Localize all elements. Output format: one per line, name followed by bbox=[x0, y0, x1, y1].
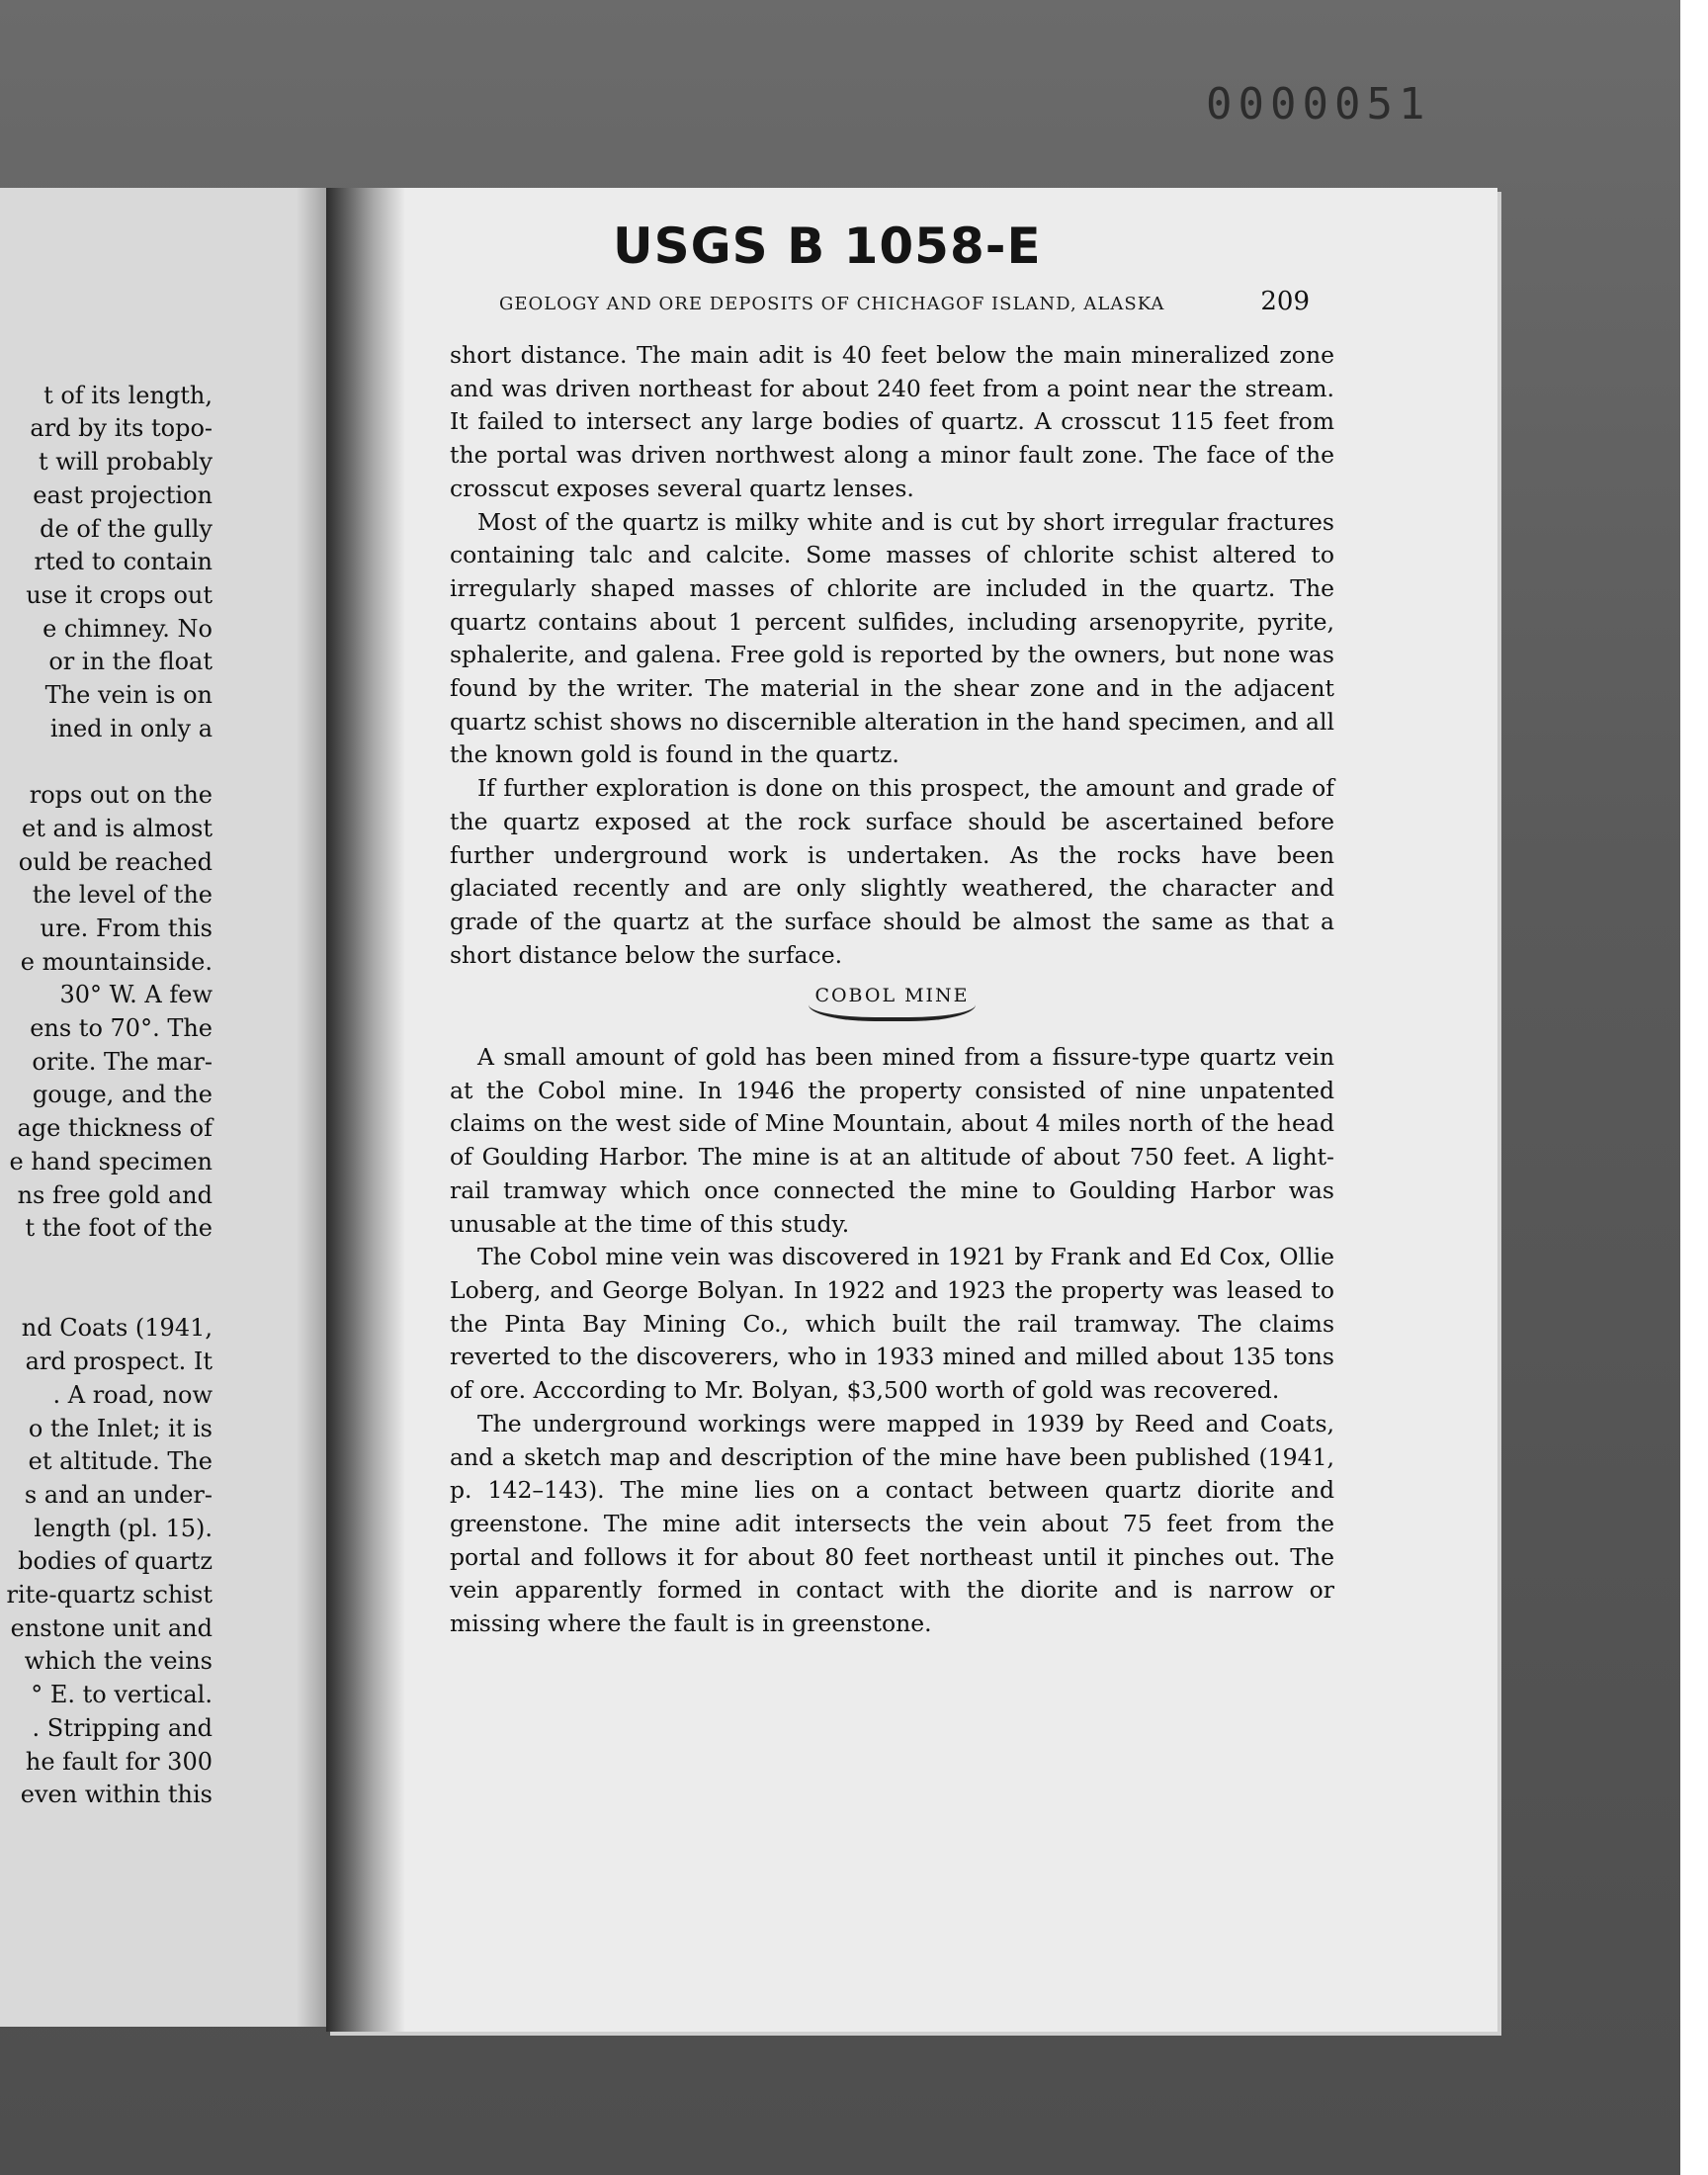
left-line bbox=[0, 1279, 213, 1313]
left-line: ard by its topo- bbox=[30, 414, 213, 443]
binding-shadow bbox=[326, 188, 405, 2032]
left-line: ° E. to vertical. bbox=[31, 1681, 213, 1709]
right-page bbox=[326, 188, 1497, 2032]
left-line: e hand specimen bbox=[9, 1147, 213, 1175]
left-line: orite. The mar- bbox=[32, 1047, 213, 1076]
left-line bbox=[0, 346, 213, 380]
left-line: ould be reached bbox=[18, 847, 213, 876]
left-line: o the Inlet; it is bbox=[28, 1414, 213, 1442]
left-line: . A road, now bbox=[52, 1380, 213, 1409]
left-line bbox=[0, 745, 213, 779]
running-title: GEOLOGY AND ORE DEPOSITS OF CHICHAGOF ISLAND, ALASKA bbox=[499, 294, 1165, 314]
scan-stamp-number: 0000051 bbox=[1206, 79, 1431, 130]
left-line: e chimney. No bbox=[43, 614, 213, 643]
left-line: ined in only a bbox=[49, 714, 213, 742]
left-line: rted to contain bbox=[34, 548, 213, 576]
left-line: rops out on the bbox=[29, 781, 213, 810]
left-line: he fault for 300 bbox=[25, 1747, 213, 1776]
left-line: t the foot of the bbox=[25, 1214, 213, 1243]
scan-margin bbox=[1680, 0, 1708, 2175]
left-page bbox=[0, 188, 326, 2027]
paragraph: short distance. The main adit is 40 feet below the main mineralized zone and was driven northeast for about 240 feet from a point near the stream. It failed to intersect any large bodies of quartz. A crosscut 115 feet from the portal was driven northwest along a minor fault zone. The face of the crosscut exposes several quartz lenses. bbox=[450, 341, 1334, 502]
paragraph: If further exploration is done on this prospect, the amount and grade of the quartz exposed at the rock surface should be ascertained before further underground work is undertaken. As the rocks have been glaciated recently and are only slightly weathered, the character and grade of the quartz at the surface should be almost the same as that a short distance below the surface. bbox=[450, 774, 1334, 969]
left-line: s and an under- bbox=[24, 1480, 213, 1509]
left-line: ns free gold and bbox=[17, 1180, 213, 1209]
left-line: ens to 70°. The bbox=[30, 1014, 213, 1043]
left-line: length (pl. 15). bbox=[34, 1514, 213, 1542]
left-line: de of the gully bbox=[40, 514, 213, 543]
page-number: 209 bbox=[1260, 287, 1310, 316]
paragraph: A small amount of gold has been mined from a fissure-type quartz vein at the Cobol mine. In 1946 the property consisted of nine unpatented claims on the west side of Mine Mountain, about 4 miles north of the head of Goulding Harbor. The mine is at an altitude of about 750 feet. A light-rail tramway which once connected the mine to Goulding Harbor was unusable at the time of this study. bbox=[450, 1043, 1334, 1238]
body-text bbox=[450, 339, 1334, 1641]
left-line: . Stripping and bbox=[32, 1713, 213, 1742]
left-line: et and is almost bbox=[21, 814, 213, 842]
handwritten-label: USGS B 1058-E bbox=[613, 218, 1042, 275]
left-line: use it crops out bbox=[26, 580, 213, 609]
left-line: t will probably bbox=[38, 448, 213, 477]
left-line: east projection bbox=[33, 480, 213, 509]
left-line: gouge, and the bbox=[32, 1081, 213, 1109]
paragraph: Most of the quartz is milky white and is cut by short irregular fractures containing talc and calcite. Some masses of chlorite schist altered to irregularly shaped masses of chlorite are included in the quartz. The quartz contains about 1 percent sulfides, including arsenopyrite, pyrite, sphalerite, and galena. Free gold is reported by the owners, but none was found by the writer. The material in the shear zone and in the adjacent quartz schist shows no discernible alteration in the hand specimen, and all the known gold is found in the quartz. bbox=[450, 507, 1334, 769]
left-page-gutter bbox=[297, 188, 326, 2027]
section-heading-text: COBOL MINE bbox=[809, 980, 975, 1021]
paragraph: The Cobol mine vein was discovered in 1921 by Frank and Ed Cox, Ollie Loberg, and George Bolyan. In 1922 and 1923 the property was leased to the Pinta Bay Mining Co., which built the rail tramway. The claims reverted to the discoverers, who in 1933 mined and milled about 135 tons of ore. Acccording to Mr. Bolyan, $3,500 worth of gold was recovered. bbox=[450, 1243, 1334, 1405]
left-line bbox=[0, 1246, 213, 1279]
section-heading bbox=[450, 980, 1334, 1021]
left-line: nd Coats (1941, bbox=[21, 1314, 213, 1343]
left-line: even within this bbox=[20, 1781, 213, 1809]
running-head bbox=[499, 287, 1310, 316]
left-page-text bbox=[0, 346, 213, 1812]
left-line: which the veins bbox=[24, 1647, 213, 1676]
left-line: et altitude. The bbox=[28, 1447, 213, 1476]
left-line: age thickness of bbox=[17, 1114, 213, 1143]
left-line: enstone unit and bbox=[10, 1613, 213, 1642]
left-line: or in the float bbox=[48, 648, 213, 676]
left-line: ure. From this bbox=[40, 914, 213, 942]
left-line: ard prospect. It bbox=[25, 1348, 213, 1376]
left-line: the level of the bbox=[32, 881, 213, 910]
left-line: rite-quartz schist bbox=[6, 1581, 213, 1610]
left-line: bodies of quartz bbox=[18, 1547, 213, 1576]
left-line: 30° W. A few bbox=[59, 981, 213, 1009]
left-line: The vein is on bbox=[44, 681, 213, 710]
left-line: e mountainside. bbox=[20, 947, 213, 976]
paragraph: The underground workings were mapped in 1939 by Reed and Coats, and a sketch map and description of the mine have been published (1941, p. 142–143). The mine lies on a contact between quartz diorite and greenstone. The mine adit intersects the vein about 75 feet from the portal and follows it for about 80 feet northeast until it pinches out. The vein apparently formed in contact with the diorite and is narrow or missing where the fault is in greenstone. bbox=[450, 1409, 1334, 1638]
left-line: t of its length, bbox=[43, 381, 213, 409]
